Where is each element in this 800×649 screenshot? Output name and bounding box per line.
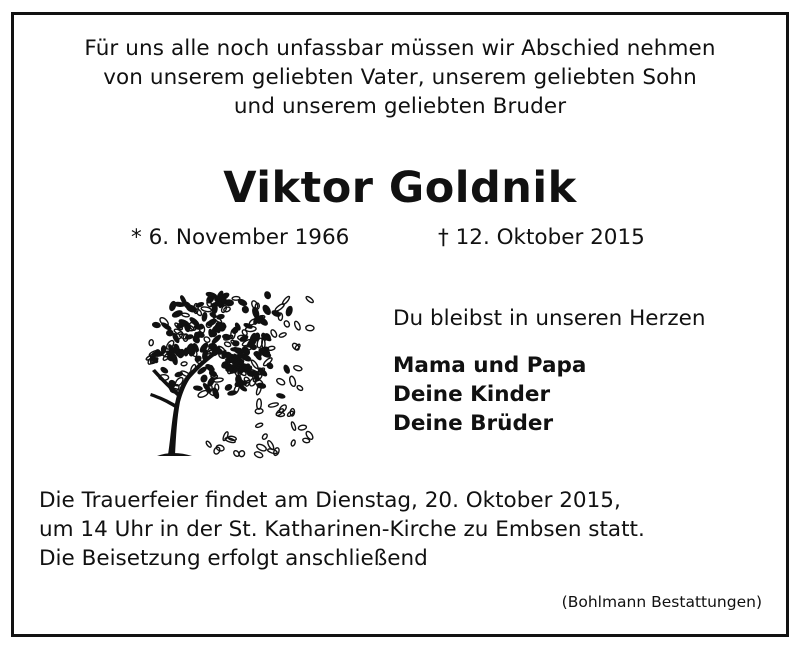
motto: Du bleibst in unseren Herzen bbox=[393, 306, 706, 331]
signer: Deine Brüder bbox=[393, 411, 554, 436]
service-line: Die Trauerfeier findet am Dienstag, 20. Oktober 2015, bbox=[39, 488, 621, 513]
signer: Deine Kinder bbox=[393, 382, 551, 407]
undertaker-credit: (Bohlmann Bestattungen) bbox=[561, 593, 762, 611]
signers bbox=[393, 351, 586, 438]
service-info bbox=[39, 486, 645, 573]
intro-line: Für uns alle noch unfassbar müssen wir Abschied nehmen bbox=[84, 36, 716, 61]
service-line: um 14 Uhr in der St. Katharinen-Kirche zu Embsen statt. bbox=[39, 517, 645, 542]
service-line: Die Beisetzung erfolgt anschließend bbox=[39, 546, 428, 571]
signer: Mama und Papa bbox=[393, 353, 587, 378]
intro-line: von unserem geliebten Vater, unserem geliebten Sohn bbox=[103, 65, 697, 90]
intro-text bbox=[0, 34, 800, 121]
death-date: † 12. Oktober 2015 bbox=[438, 225, 645, 250]
deceased-name: Viktor Goldnik bbox=[223, 163, 577, 213]
intro-line: und unserem geliebten Bruder bbox=[233, 94, 567, 119]
birth-date: * 6. November 1966 bbox=[131, 225, 350, 250]
tree-icon bbox=[132, 275, 316, 461]
